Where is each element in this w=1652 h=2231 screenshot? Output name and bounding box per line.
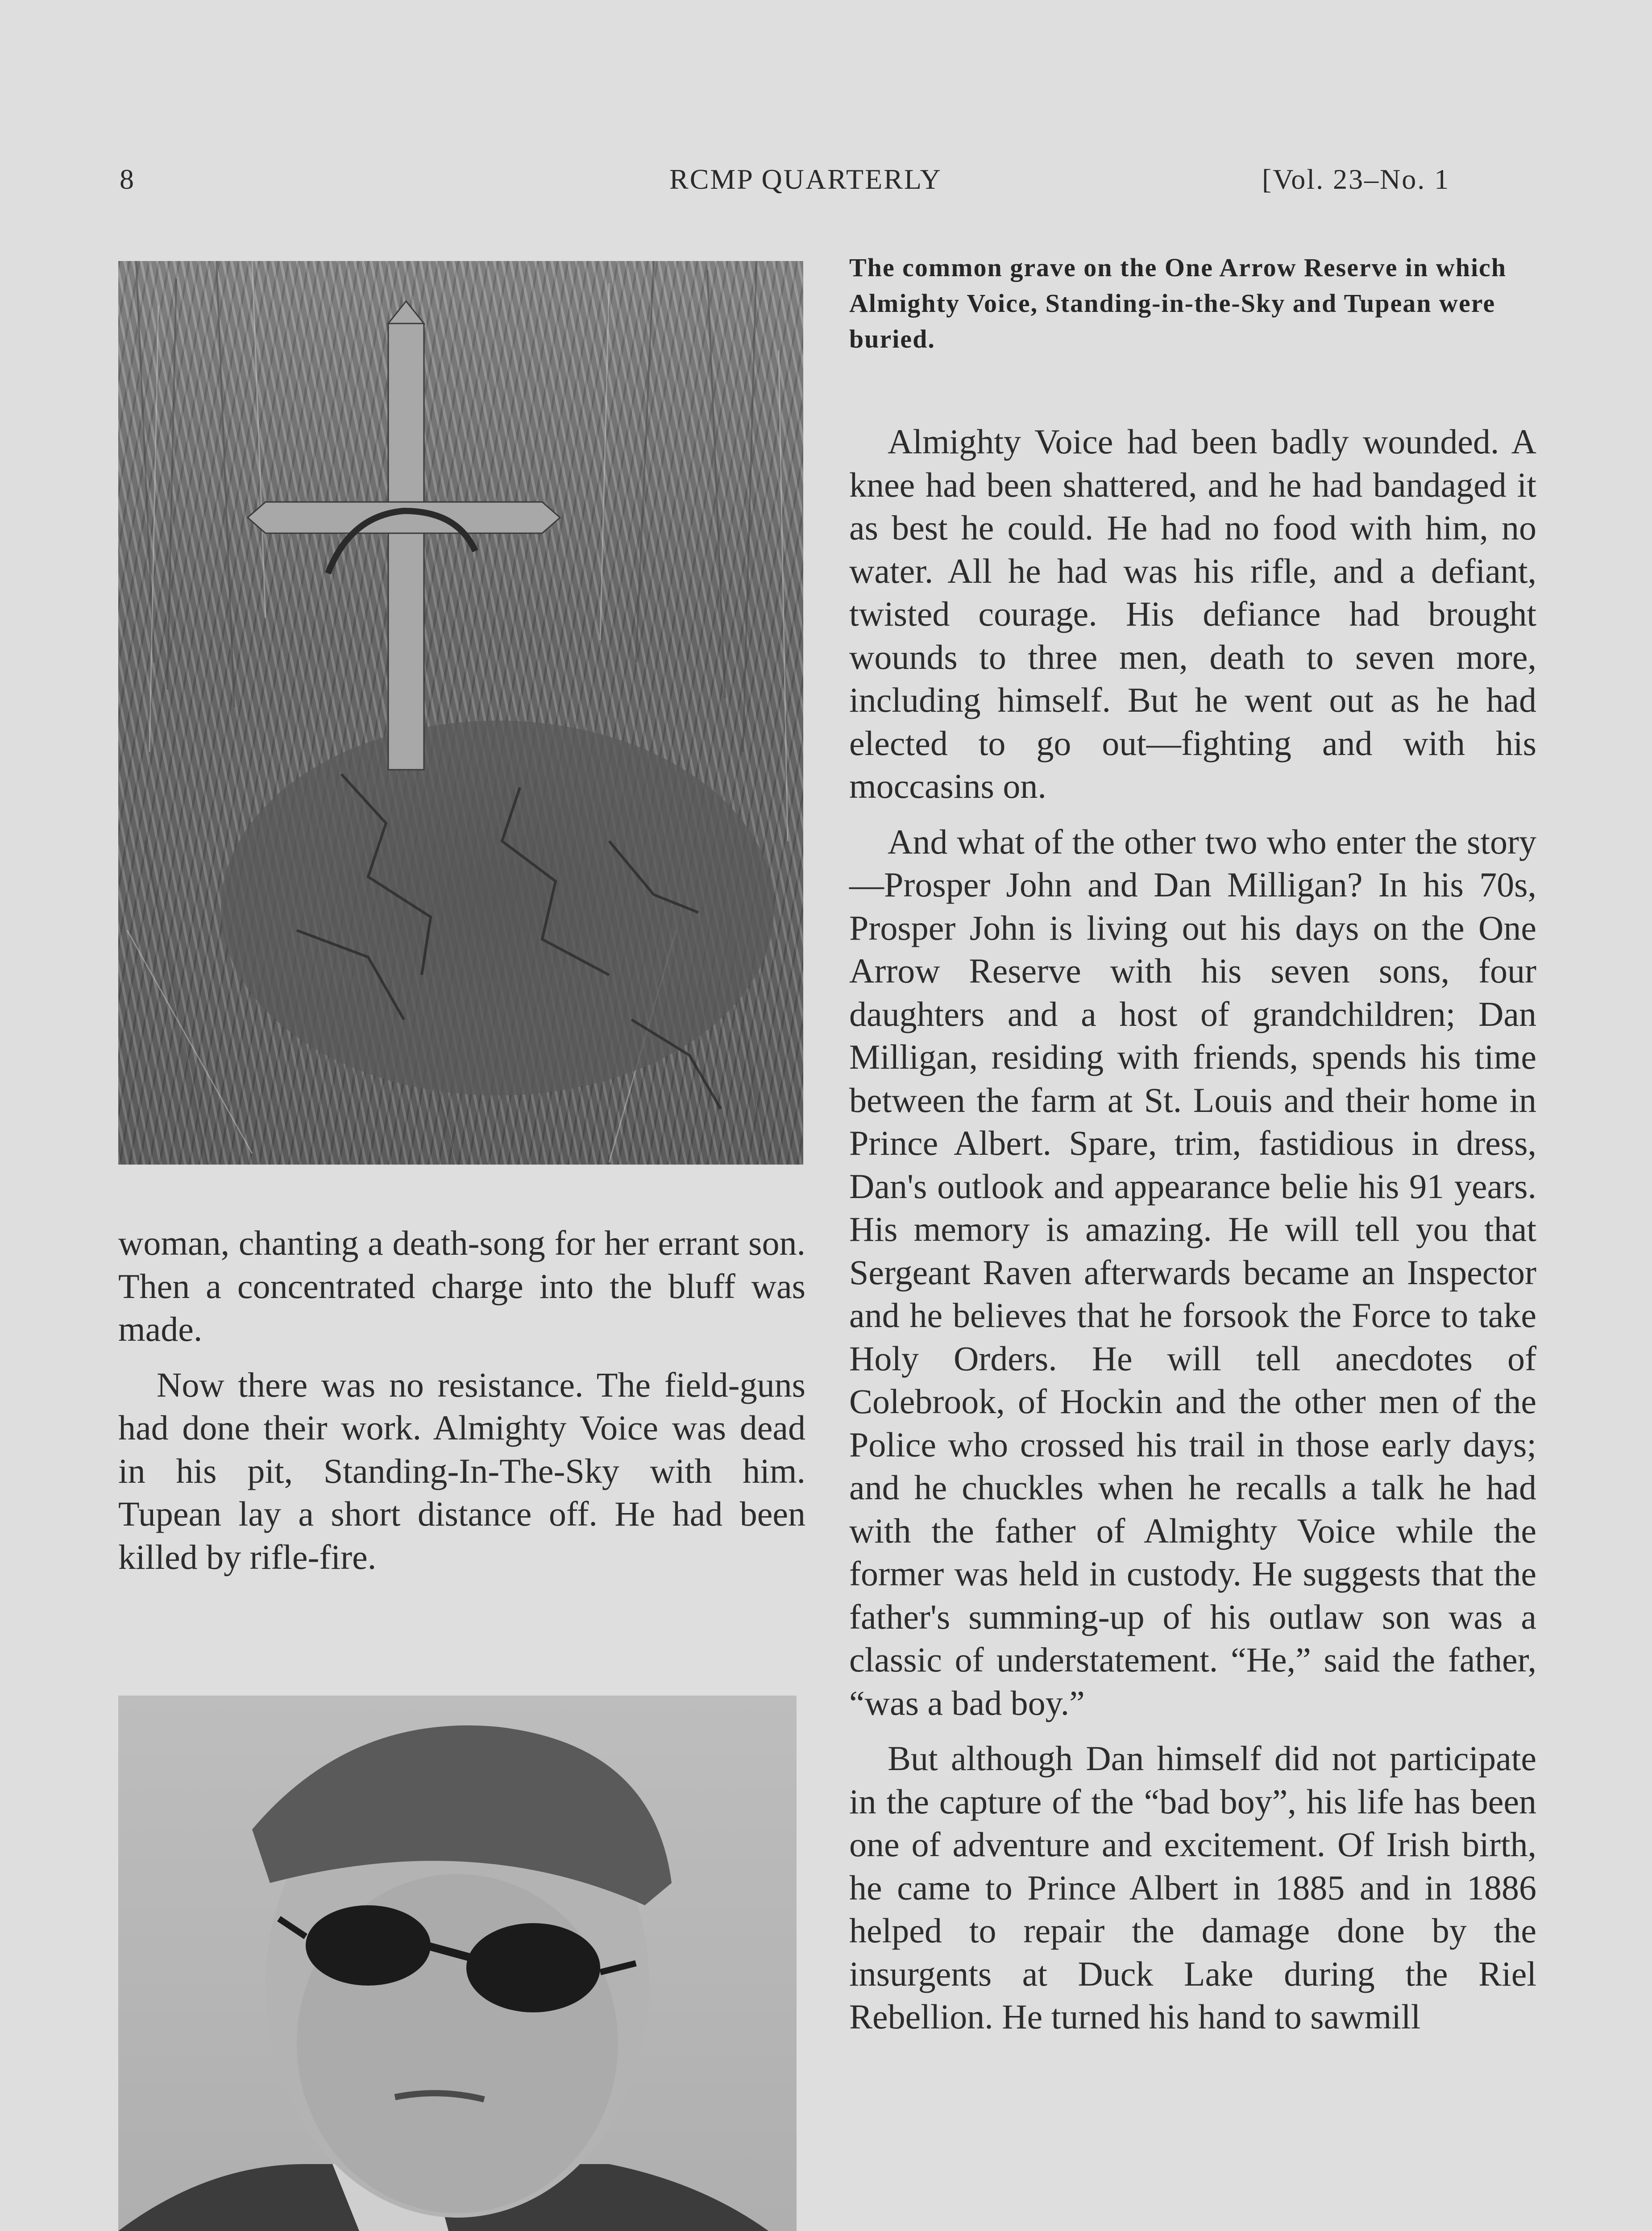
grave-photo-caption: The common grave on the One Arrow Reserve in which Almighty Voice, Standing-in-the-Sky and Tupean were buried. [849, 253, 1507, 353]
portrait-photo [118, 1696, 797, 2231]
paragraph: woman, chanting a death-song for her errant son. Then a concentrated charge into the bluff was made. [118, 1223, 805, 1348]
volume-number: [Vol. 23–No. 1 [1262, 163, 1450, 195]
page-number: 8 [120, 163, 135, 195]
grave-cross-illustration [118, 261, 803, 1165]
page-header [0, 163, 1652, 203]
portrait-illustration [118, 1696, 797, 2231]
right-column [849, 420, 1536, 2039]
paragraph: Now there was no resistance. The field-guns had done their work. Almighty Voice was dead in his pit, Standing-In-The-Sky with him. Tupean lay a short distance off. He had been killed by rifle-fire. [118, 1365, 805, 1576]
paragraph: And what of the other two who enter the story—Prosper John and Dan Milligan? In his 70s, Prosper John is living out his days on the One Arrow Reserve with his seven sons, four daughters and a host of grandchildren; Dan Milligan, residing with friends, spends his time between the farm at St. Louis and their home in Prince Albert. Spare, trim, fastidious in dress, Dan's outlook and appearance belie his 91 years. His memory is amazing. He will tell you that Sergeant Raven afterwards became an Inspector and he believes that he forsook the Force to take Holy Orders. He will tell anecdotes of Colebrook, of Hockin and the other men of the Police who crossed his trail in those early days; and he chuckles when he recalls a talk he had with the father of Almighty Voice while the former was held in custody. He suggests that the father's summing-up of his outlaw son was a classic of understatement. “He,” said the father, “was a bad boy.” [849, 822, 1536, 1722]
publication-title: RCMP QUARTERLY [669, 163, 942, 195]
left-column [118, 1222, 805, 1579]
paragraph: Almighty Voice had been badly wounded. A knee had been shattered, and he had bandaged it as best he could. He had no food with him, no water. All he had was his rifle, and a defiant, twisted courage. His defiance had brought wounds to three men, death to seven more, including himself. But he went out as he had elected to go out—fighting and with his moccasins on. [849, 422, 1536, 805]
paragraph: But although Dan himself did not participate in the capture of the “bad boy”, his life has been one of adventure and excitement. Of Irish birth, he came to Prince Albert in 1885 and in 1886 helped to repair the damage done by the insurgents at Duck Lake during the Riel Rebellion. He turned his hand to sawmill [849, 1739, 1536, 2036]
grave-photo [118, 261, 803, 1165]
